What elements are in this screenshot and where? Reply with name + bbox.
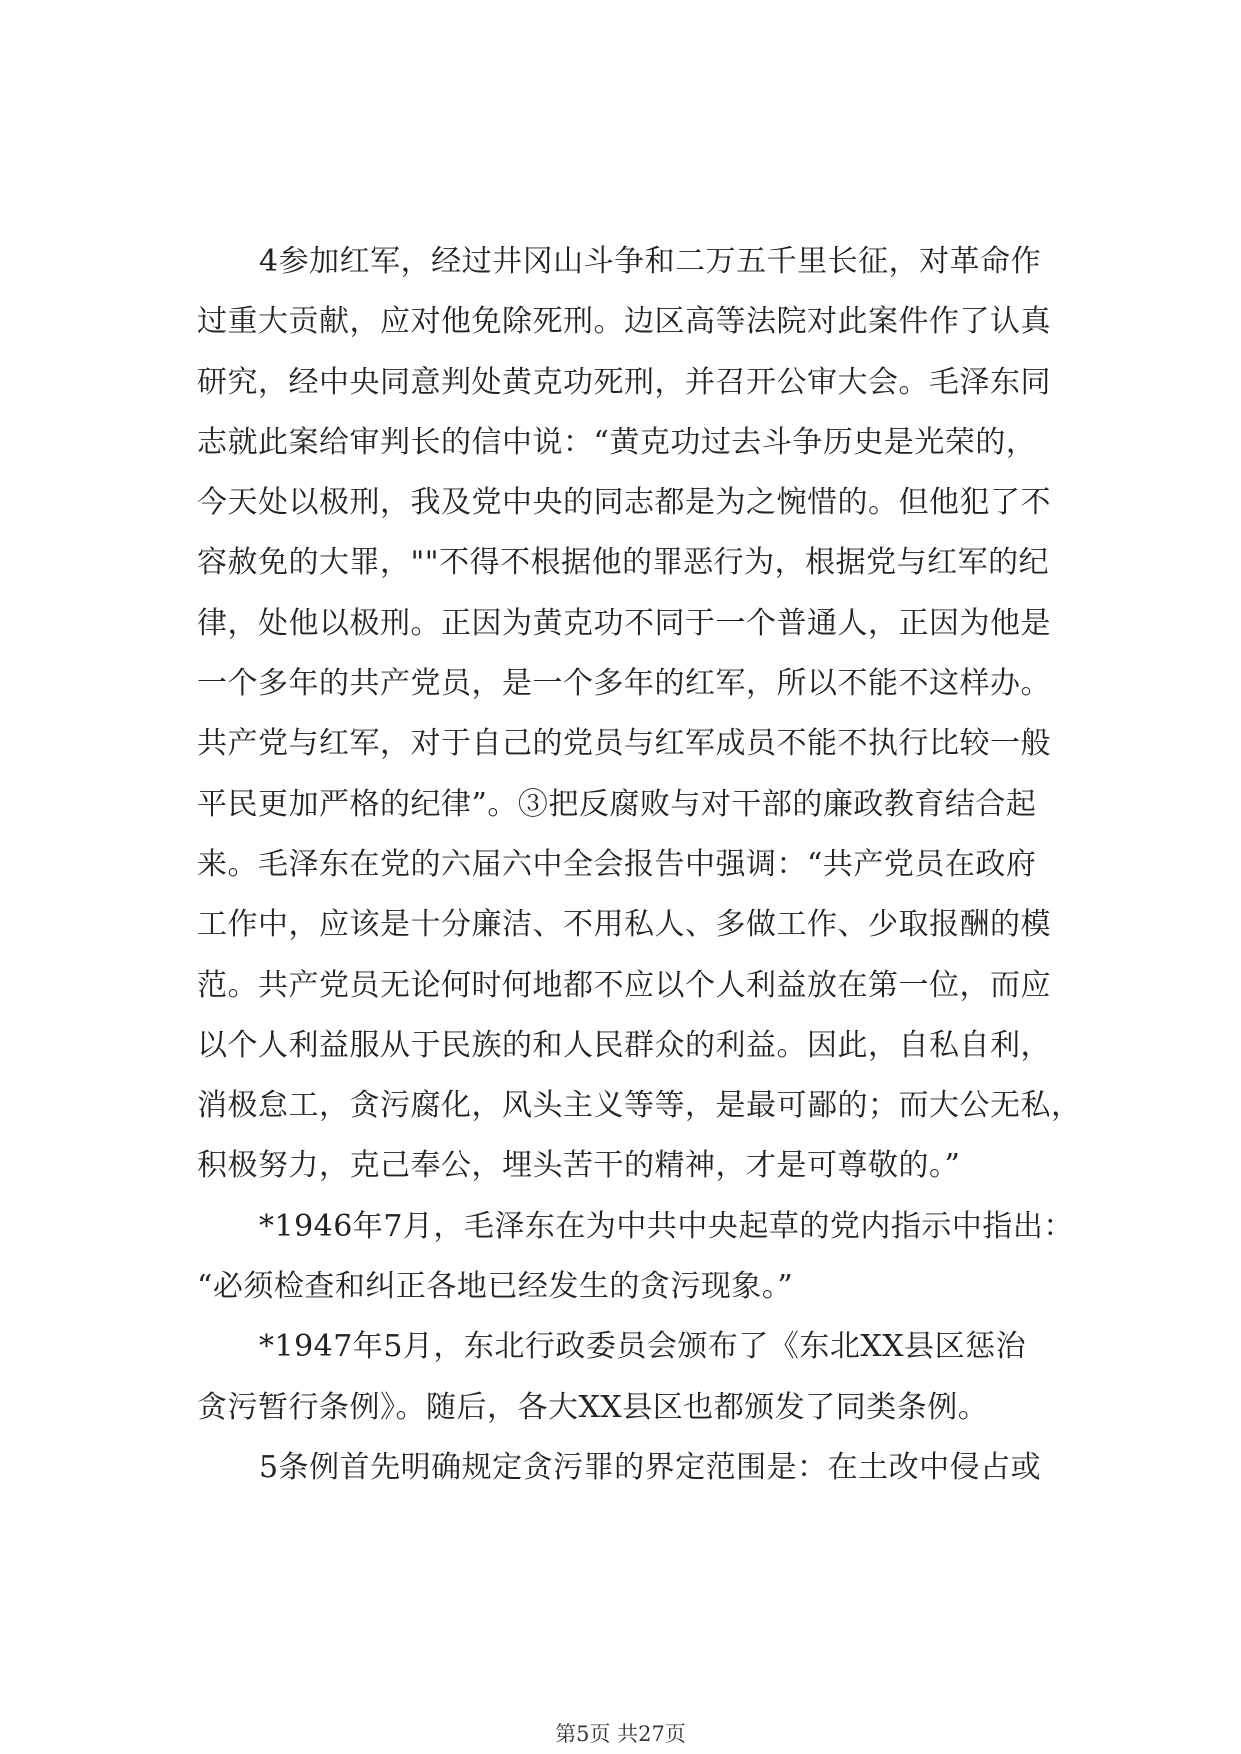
text-line: 律，处他以极刑。正因为黄克功不同于一个普通人，正因为他是 xyxy=(197,605,1051,641)
text-line: 容赦免的大罪，""不得不根据他的罪恶行为，根据党与红军的纪 xyxy=(197,545,1050,581)
page-footer xyxy=(0,1722,1241,1746)
text-line: 过重大贡献，应对他免除死刑。边区高等法院对此案件作了认真 xyxy=(197,304,1051,340)
text-line: 工作中，应该是十分廉洁、不用私人、多做工作、少取报酬的模 xyxy=(197,907,1051,943)
text-line: 共产党与红军，对于自己的党员与红军成员不能不执行比较一般 xyxy=(197,726,1051,762)
text-line: 来。毛泽东在党的六届六中全会报告中强调：“共产党员在政府 xyxy=(197,846,1037,882)
text-line: “必须检查和纠正各地已经发生的贪污现象。” xyxy=(197,1269,794,1305)
text-line: 志就此案给审判长的信中说：“黄克功过去斗争历史是光荣的， xyxy=(197,424,1037,460)
text-line: 4参加红军，经过井冈山斗争和二万五千里长征，对革命作 xyxy=(259,244,1042,279)
page-number-label: 第5页 共27页 xyxy=(555,1722,686,1746)
text-line: 范。共产党员无论何时何地都不应以个人利益放在第一位，而应 xyxy=(197,967,1051,1003)
text-line: *1947年5月，东北行政委员会颁布了《东北XX县区惩治 xyxy=(259,1329,1027,1365)
text-line: 研究，经中央同意判处黄克功死刑，并召开公审大会。毛泽东同 xyxy=(197,364,1051,400)
text-line: 贪污暂行条例》。随后，各大XX县区也都颁发了同类条例。 xyxy=(197,1389,989,1425)
document-body xyxy=(197,232,1082,1498)
text-line: 今天处以极刑，我及党中央的同志都是为之惋惜的。但他犯了不 xyxy=(197,485,1051,521)
text-line: 积极努力，克己奉公，埋头苦干的精神，才是可尊敬的。” xyxy=(197,1148,961,1184)
text-line: 一个多年的共产党员，是一个多年的红军，所以不能不这样办。 xyxy=(197,666,1051,702)
text-line: 以个人利益服从于民族的和人民群众的利益。因此，自私自利， xyxy=(197,1027,1051,1063)
text-line: *1946年7月，毛泽东在为中共中央起草的党内指示中指出： xyxy=(259,1208,1074,1244)
text-line: 5条例首先明确规定贪污罪的界定范围是：在土改中侵占或 xyxy=(259,1449,1042,1485)
text-line: 平民更加严格的纪律”。③把反腐败与对干部的廉政教育结合起 xyxy=(197,786,1037,822)
text-line: 消极怠工，贪污腐化，风头主义等等，是最可鄙的；而大公无私， xyxy=(197,1088,1082,1124)
